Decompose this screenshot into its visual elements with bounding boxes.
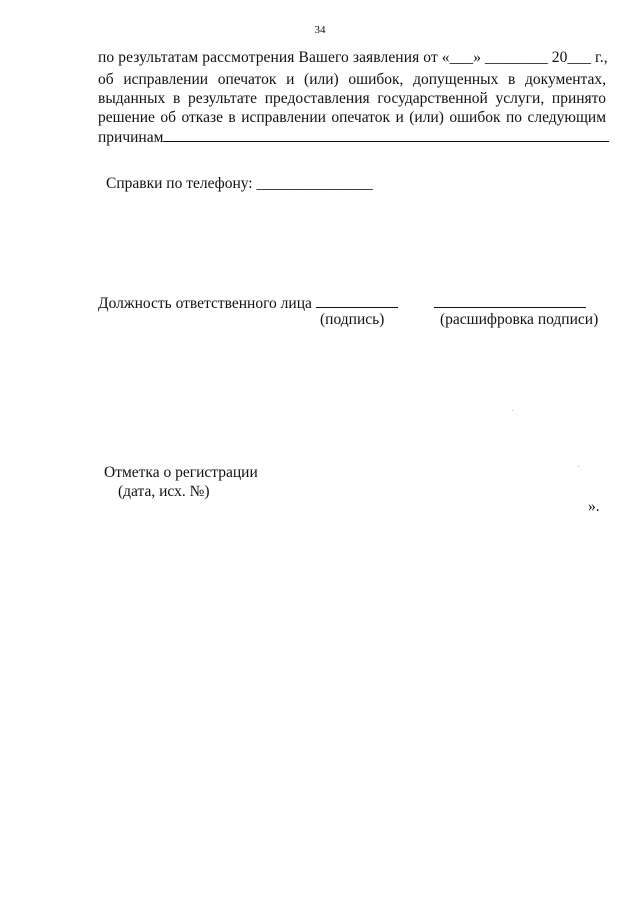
paragraph-line-2: об исправлении опечаток и (или) ошибок, допущенных в документах, [98,71,606,88]
paragraph-line-3: выданных в результате предоставления государственной услуги, принято [98,90,606,107]
scan-speck [578,466,579,467]
decoding-blank-line [434,307,586,308]
paragraph-line-5 [98,127,606,147]
position-label: Должность ответственного лица [98,295,312,312]
closing-quote: ». [588,498,600,515]
decoding-caption: (расшифровка подписи) [440,311,599,328]
registration-mark-label: Отметка о регистрации [104,464,258,481]
signature-caption: (подпись) [320,311,385,328]
page-number: 34 [314,24,326,36]
paragraph-line-4: решение об отказе в исправлении опечаток и (или) ошибок по следующим [98,109,606,126]
phone-line [106,174,373,193]
paragraph-line-1 [98,48,606,67]
phone-blank: _______________ [256,175,373,192]
registration-date-label: (дата, исх. №) [118,483,210,500]
reasons-label: причинам [98,129,164,146]
phone-label: Справки по телефону: [106,175,253,192]
paragraph-line-1-text: по результатам рассмотрения Вашего заявления от «___» ________ 20___ г., [98,49,608,66]
scan-speck [512,410,513,411]
signature-blank-line [316,307,398,308]
reasons-blank-line [163,127,609,142]
